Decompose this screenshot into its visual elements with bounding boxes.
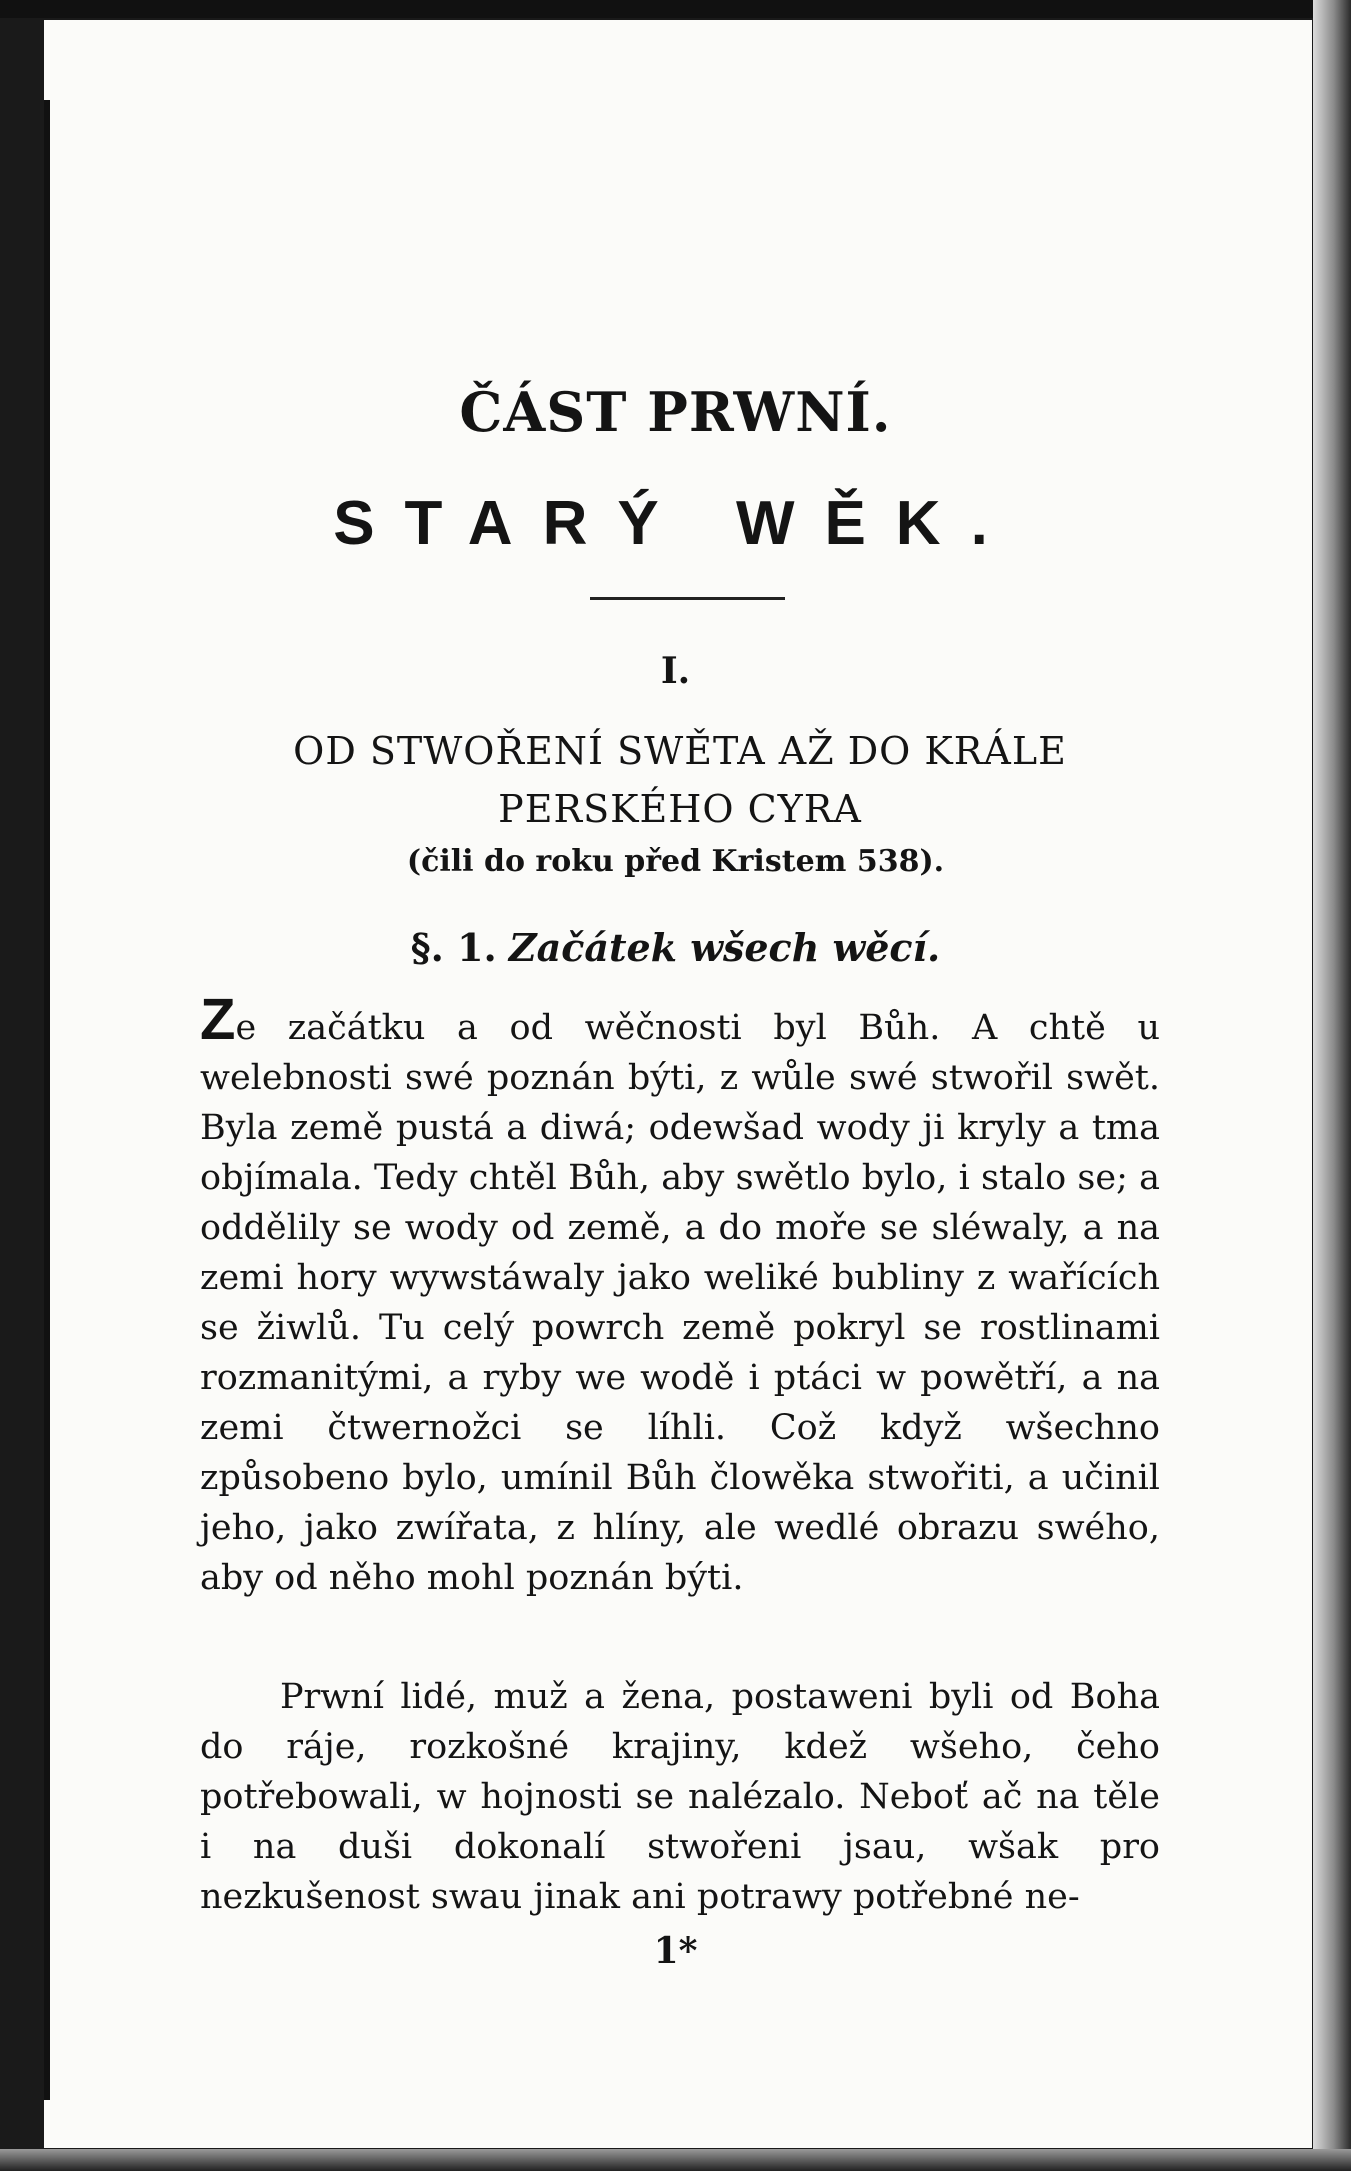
paragraph-2: Prwní lidé, muž a žena, postaweni byli od Boha do ráje, rozkošné krajiny, kdež wšeho, čeho potřebowali, w hojnosti se nalézalo. Neboť ač na těle i na duši dokonalí stwořeni jsau, wšak pro nezkušenost swau jinak ani potrawy potřebné ne-	[200, 1677, 1160, 1917]
era-title: STARÝ WĚK.	[333, 489, 1018, 558]
section-sign: §. 1.	[410, 925, 497, 970]
chapter-number: I.	[660, 650, 691, 692]
paragraph-1	[200, 987, 1160, 1603]
page-signature: 1*	[653, 1930, 698, 1972]
scan-bottom-edge	[0, 2149, 1351, 2171]
scan-top-edge	[0, 0, 1351, 18]
paragraph-1-text: e začátku a od wěčnosti byl Bůh. A chtě u welebnosti swé poznán býti, z wůle swé stwořil swět. Byla země pustá a diwá; odewšad wody ji kryly a tma objímala. Tedy chtěl Bůh, aby swětlo bylo, i stalo se; a oddělily se wody od země, a do moře se sléwaly, a na zemi hory wywstáwaly jako weliké bubliny z wařících se žiwlů. Tu celý powrch země pokryl se rostlinami rozmanitými, a ryby we wodě i ptáci w powětří, a na zemi čtwernožci se líhli. Což když wšechno způsobeno bylo, umínil Bůh člowěka stwořiti, a učinil jeho, jako zwířata, z hlíny, ale wedlé obrazu swého, aby od něho mohl poznán býti.	[200, 1008, 1160, 1598]
section-title: Začátek wšech wěcí.	[508, 925, 941, 970]
chapter-subtitle: (čili do roku před Kristem 538).	[406, 844, 945, 879]
divider-rule	[590, 597, 785, 600]
section-heading	[0, 925, 1351, 970]
scan-right-edge	[1313, 0, 1351, 2171]
drop-cap: Z	[200, 987, 236, 1052]
part-title: ČÁST PRWNÍ.	[459, 380, 892, 444]
chapter-title: OD STWOŘENÍ SWĚTA AŽ DO KRÁLE PERSKÉHO CYRA	[293, 729, 1067, 831]
